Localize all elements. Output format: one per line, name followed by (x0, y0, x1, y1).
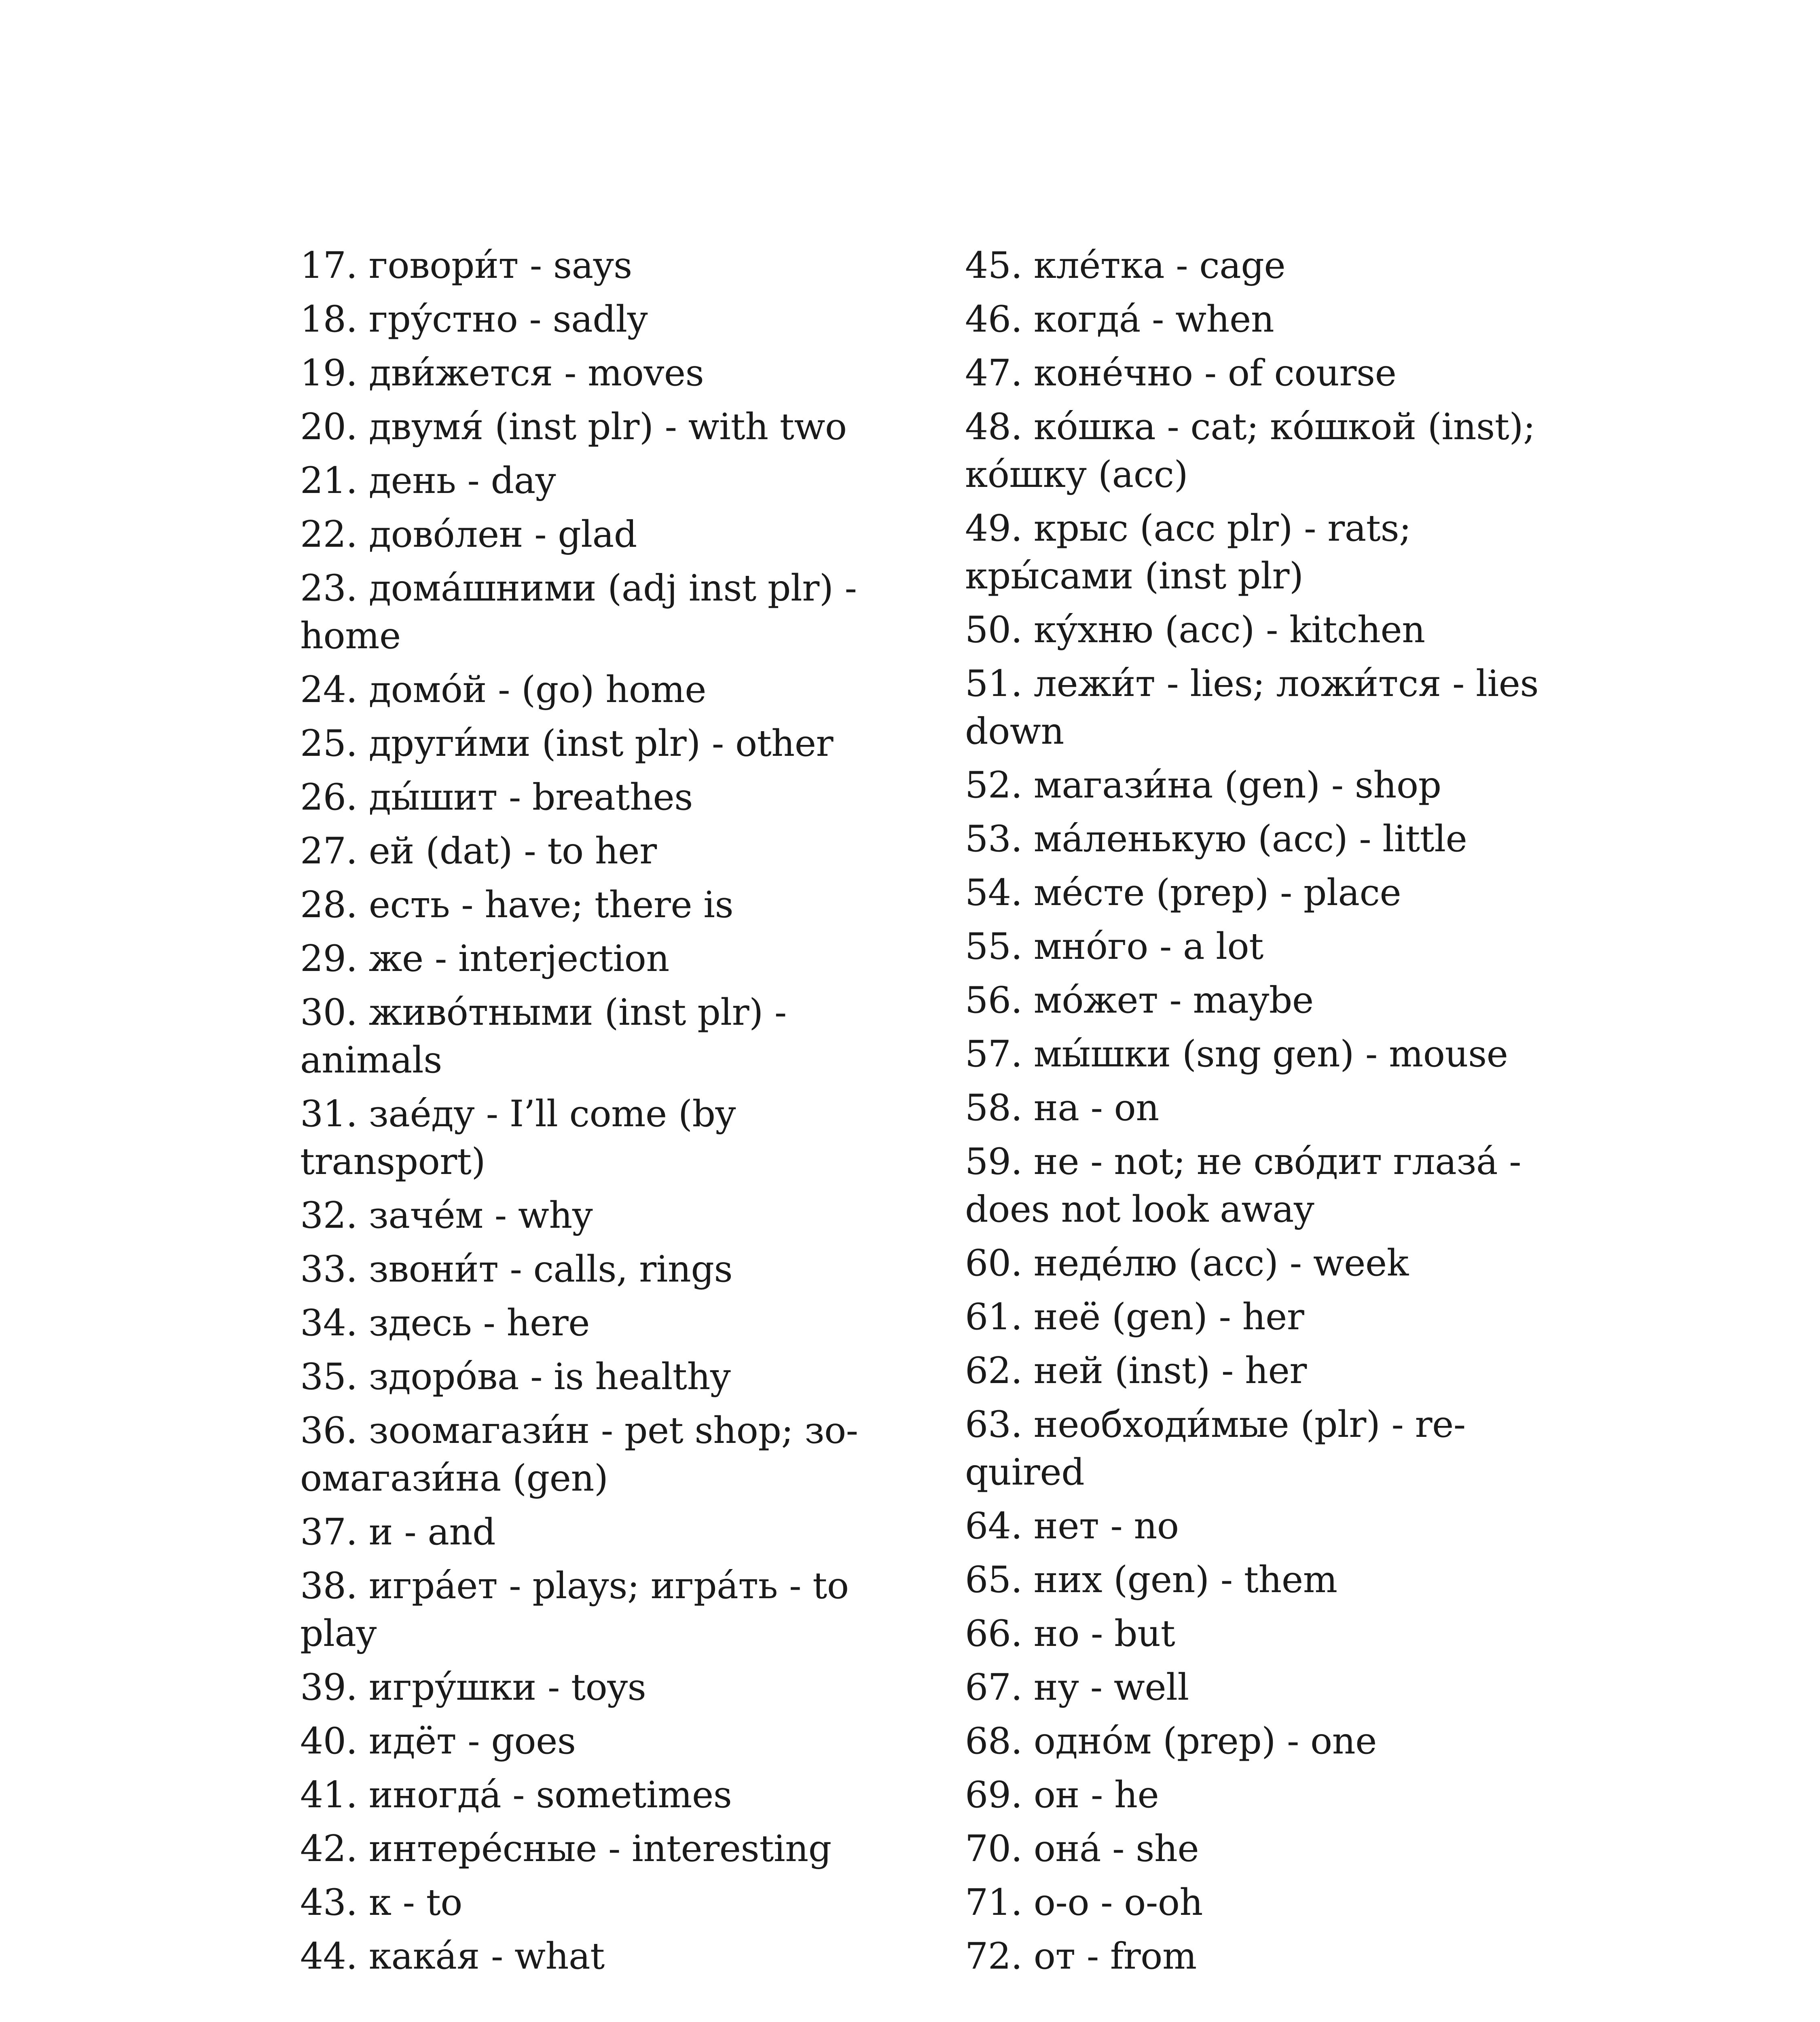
vocabulary-entry: 44. кака́я - what (300, 1935, 605, 1978)
vocabulary-entry: 61. неё (gen) - her (965, 1296, 1304, 1338)
vocabulary-entry: 37. и - and (300, 1511, 496, 1553)
vocabulary-entry: 27. ей (dat) - to her (300, 830, 657, 872)
vocabulary-entry: 72. от - from (965, 1935, 1197, 1978)
vocabulary-entry: 40. идёт - goes (300, 1720, 576, 1762)
vocabulary-entry: 34. здесь - here (300, 1302, 590, 1344)
vocabulary-entry: 55. мно́го - a lot (965, 925, 1263, 968)
vocabulary-entry: 64. нет - no (965, 1505, 1179, 1547)
vocabulary-entry: 71. о-о - о-oh (965, 1881, 1203, 1924)
vocabulary-entry: 24. домо́й - (go) home (300, 668, 707, 711)
vocabulary-entry: 33. звони́т - calls, rings (300, 1248, 733, 1290)
vocabulary-entry: 66. но - but (965, 1612, 1175, 1655)
vocabulary-entry: 68. одно́м (prep) - one (965, 1720, 1377, 1762)
vocabulary-entry: 47. коне́чно - of course (965, 352, 1397, 394)
vocabulary-entry: 52. магази́на (gen) - shop (965, 764, 1441, 806)
vocabulary-entry: 56. мо́жет - maybe (965, 979, 1314, 1022)
vocabulary-entry: 51. лежи́т - lies; ложи́тся - lies down (965, 662, 1539, 753)
vocabulary-entry: 19. дви́жется - moves (300, 352, 704, 394)
vocabulary-entry: 54. ме́сте (prep) - place (965, 871, 1401, 914)
vocabulary-entry: 43. к - to (300, 1881, 462, 1924)
vocabulary-entry: 25. други́ми (inst plr) - other (300, 722, 834, 765)
vocabulary-entry: 57. мы́шки (sng gen) - mouse (965, 1033, 1508, 1075)
vocabulary-entry: 28. есть - have; there is (300, 884, 734, 926)
vocabulary-entry: 31. зае́ду - I’ll come (by transport) (300, 1093, 736, 1183)
vocabulary-entry: 23. дома́шними (adj inst plr) - home (300, 567, 857, 657)
vocabulary-entry: 32. заче́м - why (300, 1194, 593, 1237)
vocabulary-entry: 60. неде́лю (acc) - week (965, 1242, 1409, 1284)
vocabulary-entry: 38. игра́ет - plays; игра́ть - to play (300, 1565, 849, 1655)
vocabulary-entry: 53. ма́ленькую (acc) - little (965, 818, 1467, 860)
vocabulary-entry: 49. крыс (acc plr) - rats; кры́сами (inst plr) (965, 507, 1411, 597)
vocabulary-entry: 58. на - on (965, 1087, 1159, 1129)
vocabulary-entry: 17. говори́т - says (300, 244, 632, 287)
vocabulary-entry: 70. она́ - she (965, 1827, 1199, 1870)
vocabulary-entry: 29. же - interjection (300, 937, 669, 980)
vocabulary-entry: 22. дово́лен - glad (300, 513, 637, 556)
vocabulary-entry: 69. он - he (965, 1774, 1159, 1816)
vocabulary-entry: 46. когда́ - when (965, 298, 1274, 341)
vocabulary-entry: 20. двумя́ (inst plr) - with two (300, 406, 847, 448)
vocabulary-entry: 63. необходи́мые (plr) - re-quired (965, 1403, 1466, 1493)
vocabulary-entry: 65. них (gen) - them (965, 1559, 1337, 1601)
vocabulary-entry: 30. живо́тными (inst plr) - animals (300, 991, 787, 1081)
vocabulary-entry: 21. день - day (300, 459, 556, 502)
vocabulary-entry: 59. не - not; не сво́дит глаза́ - does not look away (965, 1140, 1522, 1231)
vocabulary-column-right (965, 242, 1555, 1986)
vocabulary-entry: 48. ко́шка - cat; ко́шкой (inst); ко́шку (acc) (965, 406, 1535, 496)
vocabulary-entry: 36. зоомагази́н - pet shop; зо-омагази́на (gen) (300, 1409, 858, 1500)
vocabulary-entry: 42. интере́сные - interesting (300, 1827, 832, 1870)
vocabulary-entry: 39. игру́шки - toys (300, 1666, 646, 1709)
vocabulary-entry: 18. гру́стно - sadly (300, 298, 648, 341)
vocabulary-entry: 67. ну - well (965, 1666, 1189, 1709)
vocabulary-entry: 62. ней (inst) - her (965, 1349, 1307, 1392)
vocabulary-entry: 26. ды́шит - breathes (300, 776, 693, 819)
vocabulary-entry: 35. здоро́ва - is healthy (300, 1356, 731, 1398)
vocabulary-entry: 41. иногда́ - sometimes (300, 1774, 732, 1816)
vocabulary-entry: 50. ку́хню (acc) - kitchen (965, 609, 1425, 651)
vocabulary-column-left (300, 242, 874, 1986)
vocabulary-entry: 45. кле́тка - cage (965, 244, 1286, 287)
